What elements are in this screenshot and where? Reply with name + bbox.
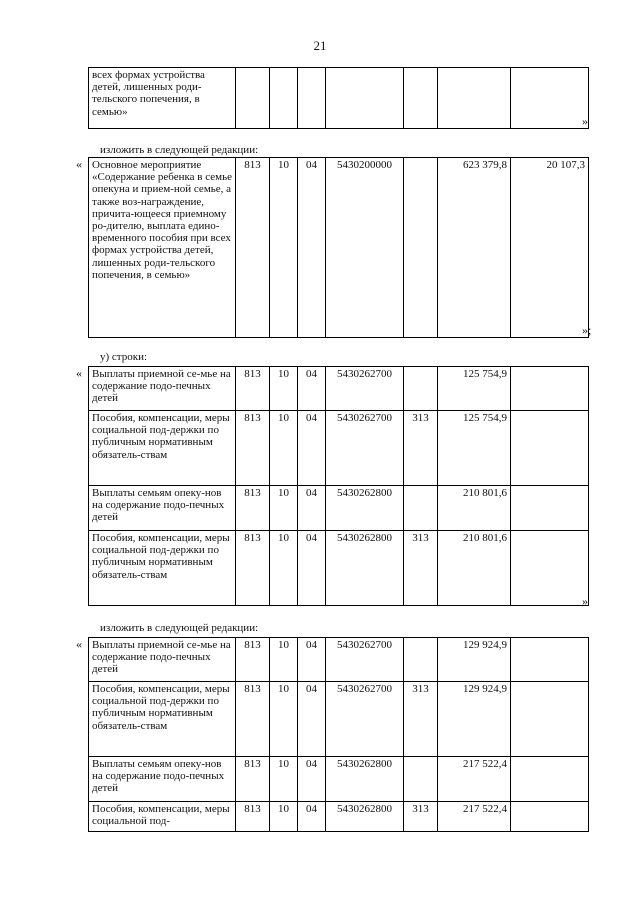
target-article-cell: 5430262800 [326,486,404,531]
table-row [89,68,589,129]
admin-code-cell: 813 [236,682,270,757]
admin-code-cell: 813 [236,531,270,606]
row-name-cell: Пособия, компенсации, меры социальной под-держки по публичным нормативным обязатель-ствам [89,411,236,486]
amount-cell: 217 522,4 [438,757,511,802]
target-article-cell: 5430200000 [326,158,404,338]
amount-2-cell [511,411,589,486]
amount-cell: 210 801,6 [438,486,511,531]
table-old-rows [88,366,589,606]
row-name-cell: Выплаты приемной се-мье на содержание подо-печных детей [89,367,236,411]
row-name-cell: Выплаты приемной се-мье на содержание подо-печных детей [89,638,236,682]
expense-type-cell [404,158,438,338]
table-row [89,531,589,606]
section-cell: 10 [270,531,298,606]
section-cell: 10 [270,638,298,682]
table-row [89,411,589,486]
close-quote: » [582,594,588,608]
target-article-cell: 5430262700 [326,411,404,486]
amount-cell: 217 522,4 [438,802,511,832]
subsection-cell: 04 [298,757,326,802]
row-name-cell: Выплаты семьям опеку-нов на содержание подо-печных детей [89,486,236,531]
section-cell: 10 [270,486,298,531]
section-cell: 10 [270,158,298,338]
open-quote: « [76,366,82,380]
amount-2-cell [511,638,589,682]
expense-type-cell [404,68,438,129]
amount-2-cell [511,367,589,411]
amount-2-cell [511,68,589,129]
open-quote: « [76,157,82,171]
table-old-row-tail [88,67,589,129]
row-name-cell: всех формах устройства детей, лишенных роди-тельского попечения, в семью» [89,68,236,129]
expense-type-cell [404,638,438,682]
subsection-cell: 04 [298,367,326,411]
instruction-text: изложить в следующей редакции: [100,144,259,156]
instruction-text: изложить в следующей редакции: [100,622,259,634]
amount-cell: 125 754,9 [438,367,511,411]
close-quote: » [582,114,588,128]
open-quote: « [76,637,82,651]
expense-type-cell [404,757,438,802]
admin-code-cell: 813 [236,367,270,411]
amount-cell [438,68,511,129]
table-row [89,757,589,802]
section-cell: 10 [270,367,298,411]
amount-cell: 623 379,8 [438,158,511,338]
subsection-cell: 04 [298,638,326,682]
subsection-cell: 04 [298,802,326,832]
table-new-rows [88,637,589,832]
subsection-cell: 04 [298,158,326,338]
close-quote: »; [582,323,592,337]
target-article-cell: 5430262800 [326,802,404,832]
admin-code-cell: 813 [236,757,270,802]
admin-code-cell: 813 [236,411,270,486]
expense-type-cell: 313 [404,802,438,832]
admin-code-cell: 813 [236,158,270,338]
expense-type-cell [404,486,438,531]
amount-2-cell: 20 107,3 [511,158,589,338]
target-article-cell: 5430262800 [326,757,404,802]
admin-code-cell: 813 [236,638,270,682]
subsection-cell: 04 [298,486,326,531]
target-article-cell: 5430262700 [326,682,404,757]
subsection-cell: 04 [298,531,326,606]
section-cell [270,68,298,129]
amount-2-cell [511,682,589,757]
expense-type-cell [404,367,438,411]
table-row [89,638,589,682]
section-cell: 10 [270,802,298,832]
table-row [89,486,589,531]
amount-2-cell [511,486,589,531]
table-row [89,367,589,411]
section-cell: 10 [270,757,298,802]
amount-cell: 129 924,9 [438,682,511,757]
amount-2-cell [511,531,589,606]
amount-2-cell [511,757,589,802]
page-number: 21 [313,38,327,53]
admin-code-cell: 813 [236,486,270,531]
subsection-cell: 04 [298,682,326,757]
admin-code-cell [236,68,270,129]
expense-type-cell: 313 [404,531,438,606]
instruction-text: у) строки: [100,351,148,363]
section-cell: 10 [270,682,298,757]
table-new-main-measure [88,157,592,338]
admin-code-cell: 813 [236,802,270,832]
expense-type-cell: 313 [404,682,438,757]
target-article-cell: 5430262700 [326,638,404,682]
target-article-cell [326,68,404,129]
row-name-cell: Выплаты семьям опеку-нов на содержание подо-печных детей [89,757,236,802]
table-row [89,682,589,757]
amount-cell: 125 754,9 [438,411,511,486]
section-cell: 10 [270,411,298,486]
row-name-cell: Основное мероприятие «Содержание ребенка в семье опекуна и прием-ной семье, а также воз-награждение, причита-ющееся приемному ро-дителю, выплата едино-временного пособия при всех формах устройства детей, лишенных роди-тельского попечения, в семью» [89,158,236,338]
subsection-cell: 04 [298,411,326,486]
amount-cell: 210 801,6 [438,531,511,606]
table-row [89,802,589,832]
amount-2-cell [511,802,589,832]
row-name-cell: Пособия, компенсации, меры социальной под-держки по публичным нормативным обязатель-ствам [89,531,236,606]
table-row [89,158,589,338]
row-name-cell: Пособия, компенсации, меры социальной под- [89,802,236,832]
amount-cell: 129 924,9 [438,638,511,682]
subsection-cell [298,68,326,129]
target-article-cell: 5430262800 [326,531,404,606]
target-article-cell: 5430262700 [326,367,404,411]
expense-type-cell: 313 [404,411,438,486]
row-name-cell: Пособия, компенсации, меры социальной под-держки по публичным нормативным обязатель-ствам [89,682,236,757]
